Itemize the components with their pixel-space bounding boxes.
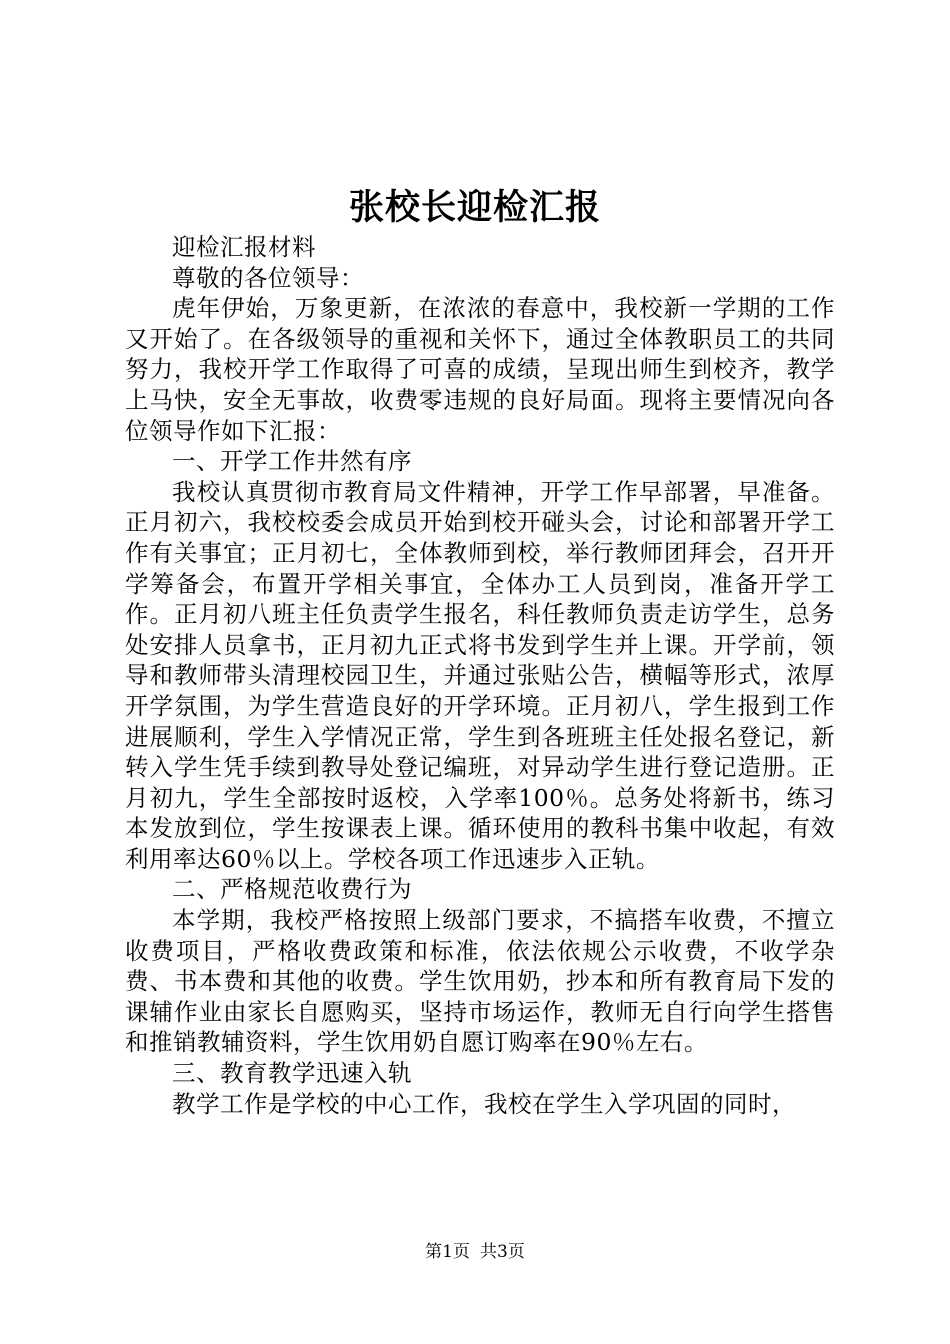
document-title: 张校长迎检汇报	[348, 187, 601, 228]
page-footer	[0, 1240, 950, 1264]
page-total: 共3页	[480, 1242, 525, 1262]
paragraph-section-1: 我校认真贯彻市教育局文件精神，开学工作早部署，早准备。正月初六，我校校委会成员开始到校开碰头会，讨论和部署开学工作有关事宜；正月初七，全体教师到校，举行教师团拜会，召开开学筹备会，布置开学相关事宜，全体办工人员到岗，准备开学工作。正月初八班主任负责学生报名，科任教师负责走访学生，总务处安排人员拿书，正月初九正式将书发到学生并上课。开学前，领导和教师带头清理校园卫生，并通过张贴公告，横幅等形式，浓厚开学氛围，为学生营造良好的开学环境。正月初八，学生报到工作进展顺利，学生入学情况正常，学生到各班班主任处报名登记，新转入学生凭手续到教导处登记编班，对异动学生进行登记造册。正月初九，学生全部按时返校，入学率100％。总务处将新书，练习本发放到位，学生按课表上课。循环使用的教科书集中收起，有效利用率达60％以上。学校各项工作迅速步入正轨。	[125, 477, 835, 873]
paragraph-section-2: 本学期，我校严格按照上级部门要求，不搞搭车收费，不擅立收费项目，严格收费政策和标准，依法依规公示收费，不收学杂费、书本费和其他的收费。学生饮用奶，抄本和所有教育局下发的课辅作业由家长自愿购买，坚持市场运作，教师无自行向学生搭售和推销教辅资料，学生饮用奶自愿订购率在90％左右。	[125, 906, 835, 1057]
paragraph-intro: 虎年伊始，万象更新，在浓浓的春意中，我校新一学期的工作又开始了。在各级领导的重视和关怀下，通过全体教职员工的共同努力，我校开学工作取得了可喜的成绩，呈现出师生到校齐，教学上马快，安全无事故，收费零违规的良好局面。现将主要情况向各位领导作如下汇报：	[125, 294, 835, 445]
section-heading-1: 一、开学工作井然有序	[172, 447, 412, 476]
page-number: 第1页	[425, 1242, 470, 1262]
paragraph-salutation: 尊敬的各位领导：	[172, 263, 364, 292]
document-body	[125, 232, 835, 1119]
section-heading-2: 二、严格规范收费行为	[172, 875, 412, 904]
section-heading-3: 三、教育教学迅速入轨	[172, 1059, 412, 1088]
paragraph-section-3: 教学工作是学校的中心工作，我校在学生入学巩固的同时，	[172, 1089, 796, 1118]
paragraph-subtitle: 迎检汇报材料	[172, 233, 316, 261]
